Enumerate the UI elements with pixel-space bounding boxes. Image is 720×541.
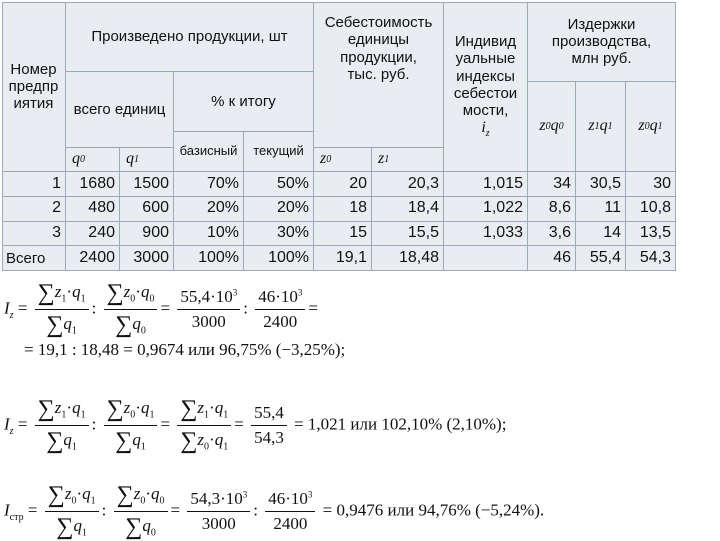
header-individual-index: Индивид уальные индексы себестои мости, $i_z$ [444, 2, 528, 172]
row-2-cell-z1: 18,4 [372, 197, 444, 222]
header-q0: q 0 [66, 148, 120, 172]
total-cell-q1: 3000 [120, 246, 174, 271]
header-enterprise-number: Номер предпр иятия [2, 2, 66, 172]
formula-cost-index-result: = 19,1 : 18,48 = 0,9674 или 96,75% (−3,25%); [24, 340, 346, 359]
row-3-cell-pc: 30% [244, 222, 314, 247]
row-3-cell-pb: 10% [174, 222, 244, 247]
header-percent-total: % к итогу [174, 72, 314, 132]
row-1-cell-pc: 50% [244, 172, 314, 197]
header-z1: z 1 [372, 148, 444, 172]
header-current: текущий [244, 132, 314, 172]
row-2-cell-c1: 8,6 [528, 197, 576, 222]
header-z1q1: z 1 q 1 [576, 82, 626, 172]
header-total-units: всего единиц [66, 72, 174, 148]
row-2-cell-iz: 1,022 [444, 197, 528, 222]
row-3-cell-c3: 13,5 [626, 222, 676, 247]
row-3-cell-c1: 3,6 [528, 222, 576, 247]
row-1-cell-pb: 70% [174, 172, 244, 197]
row-3-cell-n: 3 [2, 222, 66, 247]
row-2-cell-z0: 18 [314, 197, 372, 222]
header-base: базисный [174, 132, 244, 172]
row-2-cell-q1: 600 [120, 197, 174, 222]
row-3-cell-z1: 15,5 [372, 222, 444, 247]
row-1-cell-z1: 20,3 [372, 172, 444, 197]
row-1-cell-iz: 1,015 [444, 172, 528, 197]
row-2-cell-c2: 11 [576, 197, 626, 222]
row-2-cell-n: 2 [2, 197, 66, 222]
row-3-cell-q1: 900 [120, 222, 174, 247]
total-cell-n: Всего [2, 246, 66, 271]
row-1-cell-c3: 30 [626, 172, 676, 197]
data-table [2, 2, 676, 271]
header-production-costs: Издержки производства, млн руб. [528, 2, 676, 82]
row-2-cell-pc: 20% [244, 197, 314, 222]
total-cell-iz [444, 246, 528, 271]
row-1-cell-z0: 20 [314, 172, 372, 197]
total-cell-z1: 18,48 [372, 246, 444, 271]
formula-fixed-composition-index: $I_z$ = $\frac{\sum z_1\cdot q_1}{\sum q_1}$ : $\frac{\sum z_0\cdot q_1}{\sum q_1}$ = $\frac{\sum z_1\cdot q_1}{\sum z_0\cdot q_1}$ = $\frac{55,4}{54,3}$ = 1,021 или 102,10% (2,10%); [4, 396, 507, 454]
row-3-cell-c2: 14 [576, 222, 626, 247]
row-3-cell-iz: 1,033 [444, 222, 528, 247]
total-cell-pc: 100% [244, 246, 314, 271]
row-2-cell-q0: 480 [66, 197, 120, 222]
row-3-cell-q0: 240 [66, 222, 120, 247]
row-1-cell-q0: 1680 [66, 172, 120, 197]
header-produced: Произведено продукции, шт [66, 2, 314, 72]
total-cell-q0: 2400 [66, 246, 120, 271]
total-cell-c3: 54,3 [626, 246, 676, 271]
total-cell-z0: 19,1 [314, 246, 372, 271]
header-unit-cost: Себестоимость единицы продукции, тыс. руб. [314, 2, 444, 148]
row-3-cell-z0: 15 [314, 222, 372, 247]
row-1-cell-q1: 1500 [120, 172, 174, 197]
formula-structure-index: $I_{стр}$ = $\frac{\sum z_0\cdot q_1}{\sum q_1}$ : $\frac{\sum z_0\cdot q_0}{\sum q_0}$ = $\frac{54,3\cdot 10^3}{3000}$ : $\frac{46\cdot 10^3}{2400}$ = 0,9476 или 94,76% (−5,24%). [4, 482, 545, 540]
total-cell-c2: 55,4 [576, 246, 626, 271]
row-1-cell-n: 1 [2, 172, 66, 197]
row-2-cell-c3: 10,8 [626, 197, 676, 222]
formula-cost-index: $I_z$ = $\frac{\sum z_1\cdot q_1}{\sum q_1}$ : $\frac{\sum z_0\cdot q_0}{\sum q_0}$ = $\frac{55,4\cdot 10^3}{3000}$ : $\frac{46\cdot 10^3}{2400}$ = [4, 280, 318, 338]
header-q1: q 1 [120, 148, 174, 172]
total-cell-c1: 46 [528, 246, 576, 271]
total-cell-pb: 100% [174, 246, 244, 271]
row-2-cell-pb: 20% [174, 197, 244, 222]
header-z0q1: z 0 q 1 [626, 82, 676, 172]
header-z0: z 0 [314, 148, 372, 172]
row-1-cell-c2: 30,5 [576, 172, 626, 197]
header-z0q0: z 0 q 0 [528, 82, 576, 172]
header-index-symbol: $i_z$ [481, 119, 490, 140]
row-1-cell-c1: 34 [528, 172, 576, 197]
